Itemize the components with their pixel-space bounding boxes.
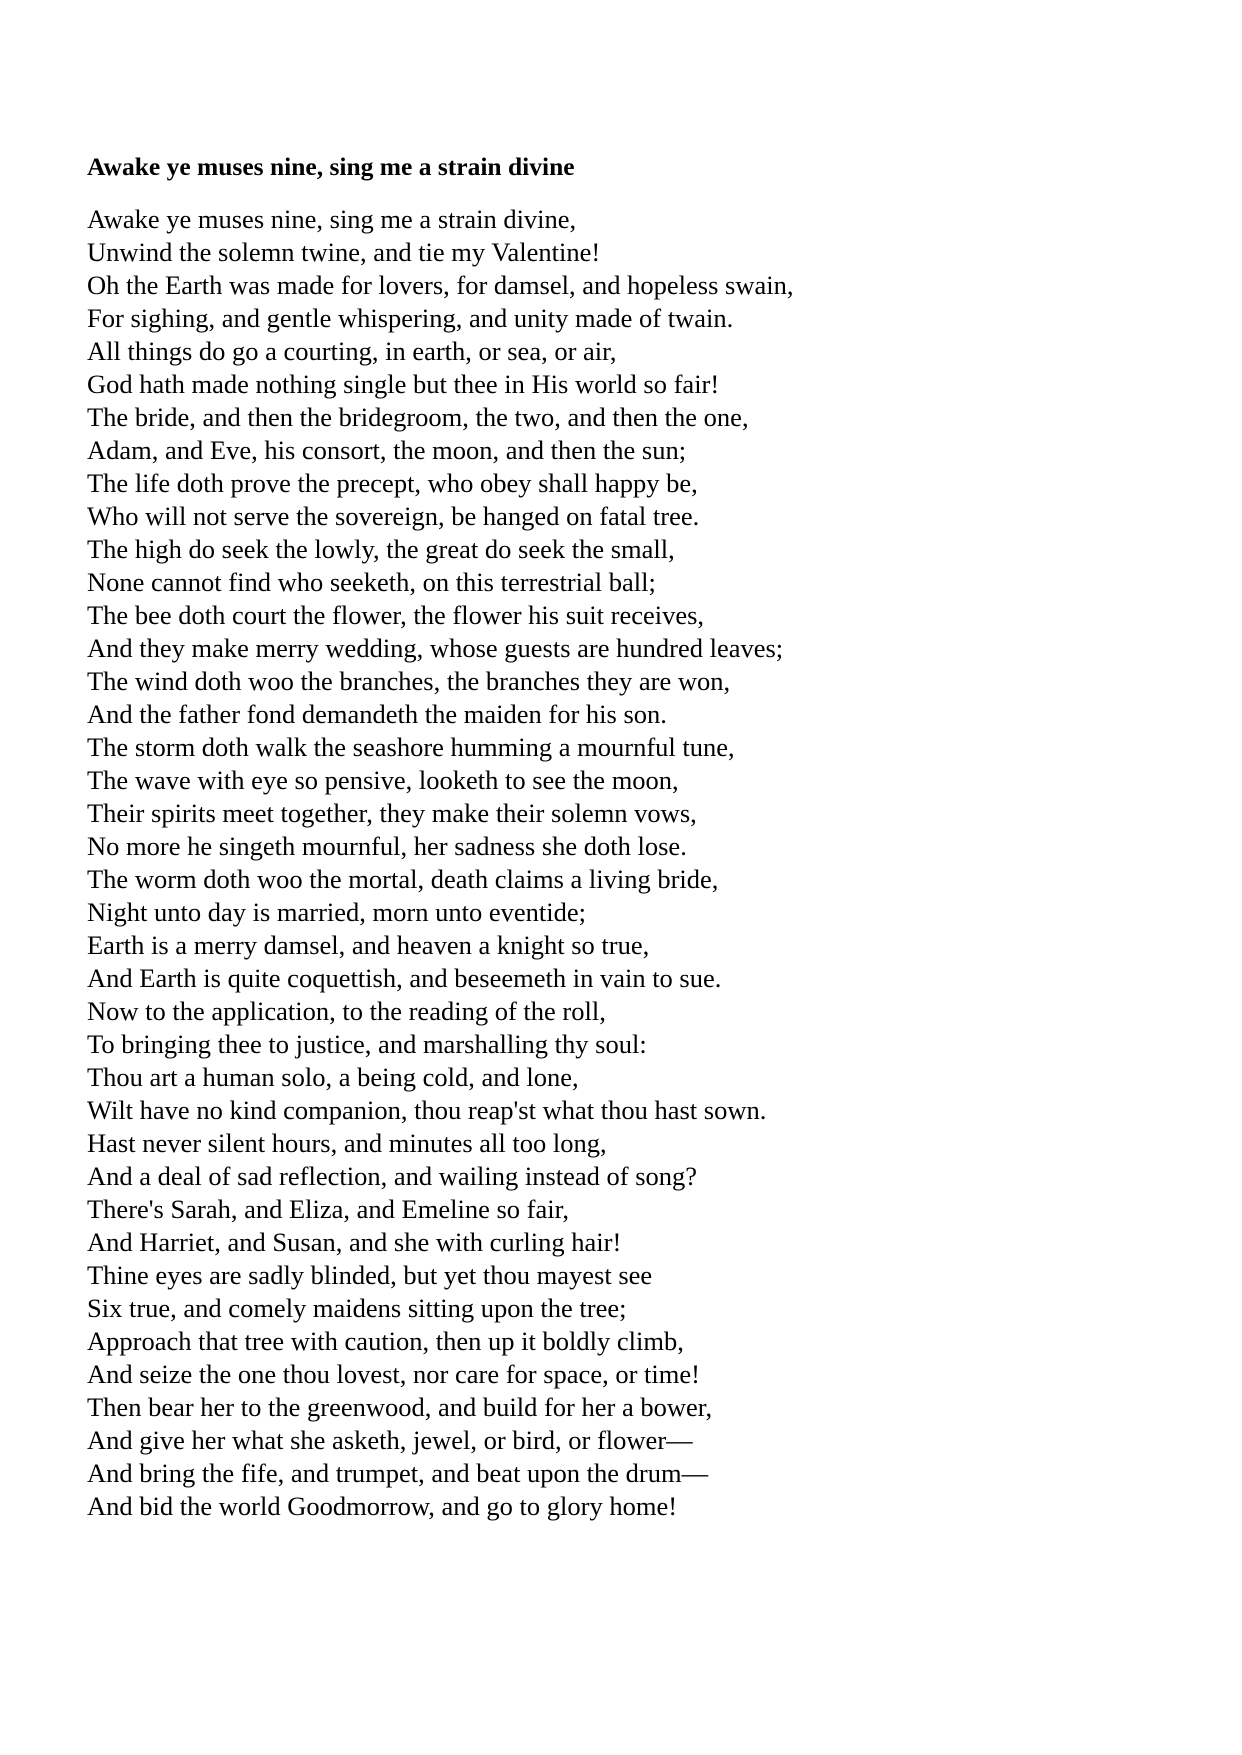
poem-line: The wind doth woo the branches, the branches they are won, <box>87 666 731 696</box>
poem-line: The bride, and then the bridegroom, the two, and then the one, <box>87 402 749 432</box>
poem-line: And the father fond demandeth the maiden for his son. <box>87 699 667 729</box>
poem-line: And bid the world Goodmorrow, and go to glory home! <box>87 1491 678 1521</box>
poem-line: Hast never silent hours, and minutes all too long, <box>87 1128 607 1158</box>
poem-line: Six true, and comely maidens sitting upon the tree; <box>87 1293 627 1323</box>
poem-line: No more he singeth mournful, her sadness she doth lose. <box>87 831 687 861</box>
poem-line: Awake ye muses nine, sing me a strain divine, <box>87 204 577 234</box>
poem-line: The storm doth walk the seashore humming a mournful tune, <box>87 732 735 762</box>
poem-line: And Earth is quite coquettish, and beseemeth in vain to sue. <box>87 963 722 993</box>
poem-line: The wave with eye so pensive, looketh to see the moon, <box>87 765 679 795</box>
poem-line: Oh the Earth was made for lovers, for damsel, and hopeless swain, <box>87 270 794 300</box>
poem-line: To bringing thee to justice, and marshalling thy soul: <box>87 1029 647 1059</box>
poem-line: Now to the application, to the reading of the roll, <box>87 996 606 1026</box>
poem-title: Awake ye muses nine, sing me a strain divine <box>87 152 575 181</box>
poem-line: Who will not serve the sovereign, be hanged on fatal tree. <box>87 501 700 531</box>
poem-line: All things do go a courting, in earth, or sea, or air, <box>87 336 617 366</box>
poem-body <box>87 203 793 1523</box>
poem-line: Earth is a merry damsel, and heaven a knight so true, <box>87 930 650 960</box>
poem-line: Their spirits meet together, they make their solemn vows, <box>87 798 697 828</box>
poem-line: The high do seek the lowly, the great do seek the small, <box>87 534 675 564</box>
poem-line: God hath made nothing single but thee in His world so fair! <box>87 369 720 399</box>
poem-line: And bring the fife, and trumpet, and beat upon the drum— <box>87 1458 709 1488</box>
poem-line: The bee doth court the flower, the flower his suit receives, <box>87 600 705 630</box>
poem-line: The worm doth woo the mortal, death claims a living bride, <box>87 864 719 894</box>
poem-line: Thine eyes are sadly blinded, but yet thou mayest see <box>87 1260 653 1290</box>
poem-line: And Harriet, and Susan, and she with curling hair! <box>87 1227 622 1257</box>
poem-line: None cannot find who seeketh, on this terrestrial ball; <box>87 567 656 597</box>
poem-line: Adam, and Eve, his consort, the moon, and then the sun; <box>87 435 687 465</box>
poem-line: Unwind the solemn twine, and tie my Valentine! <box>87 237 601 267</box>
poem-line: For sighing, and gentle whispering, and unity made of twain. <box>87 303 734 333</box>
poem-line: There's Sarah, and Eliza, and Emeline so fair, <box>87 1194 569 1224</box>
poem-line: Night unto day is married, morn unto eventide; <box>87 897 586 927</box>
poem-line: And a deal of sad reflection, and wailing instead of song? <box>87 1161 698 1191</box>
poem-line: The life doth prove the precept, who obey shall happy be, <box>87 468 698 498</box>
poem-line: And they make merry wedding, whose guests are hundred leaves; <box>87 633 784 663</box>
poem-line: Wilt have no kind companion, thou reap'st what thou hast sown. <box>87 1095 767 1125</box>
poem-line: Approach that tree with caution, then up it boldly climb, <box>87 1326 684 1356</box>
poem-line: And give her what she asketh, jewel, or bird, or flower— <box>87 1425 693 1455</box>
poem-line: Thou art a human solo, a being cold, and lone, <box>87 1062 579 1092</box>
poem-line: Then bear her to the greenwood, and build for her a bower, <box>87 1392 713 1422</box>
poem-line: And seize the one thou lovest, nor care for space, or time! <box>87 1359 700 1389</box>
